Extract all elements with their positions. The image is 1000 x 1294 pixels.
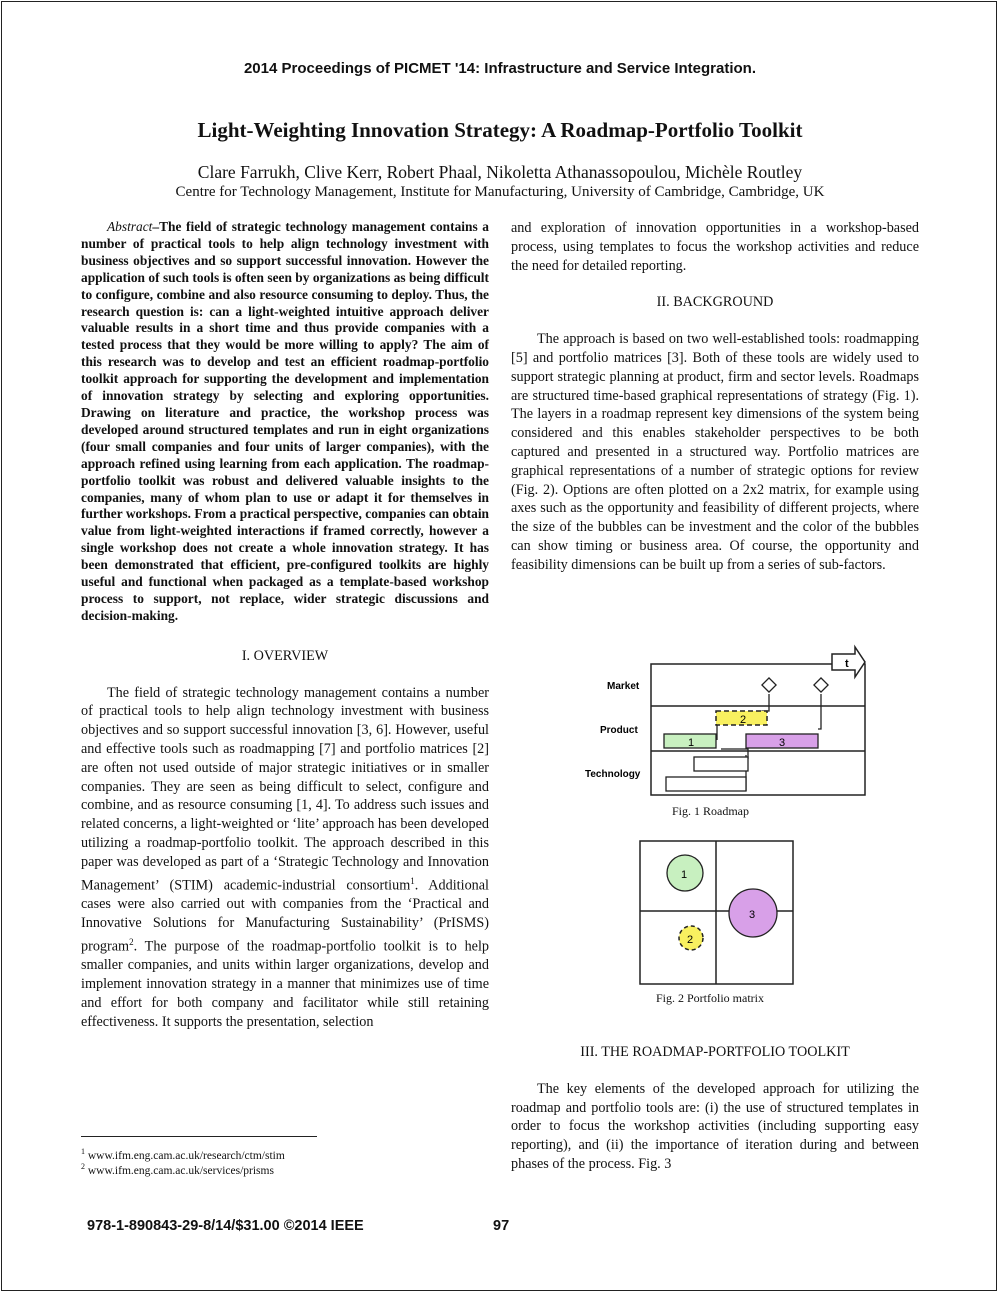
- footnote-rule: [81, 1136, 317, 1137]
- product-bar-2-label: 2: [740, 714, 747, 726]
- fig1-caption: Fig. 1 Roadmap: [672, 804, 749, 818]
- section-heading-background: II. BACKGROUND: [656, 294, 774, 311]
- footer-isbn: 978-1-890843-29-8/14/$31.00 ©2014 IEEE: [87, 1218, 364, 1234]
- technology-bar-1: [694, 757, 748, 771]
- time-arrow-label: t: [845, 658, 849, 670]
- toolkit-paragraph: The key elements of the developed approach for utilizing the roadmap and portfolio tools are: (i) the use of structured templates in order to focus the workshop activities (including supporting easy reporting), and (ii) the importance of iteration during and between phases of the process. Fig. 3: [511, 1080, 919, 1172]
- overview-text-b: . Additional cases were also carried out with companies from the ‘Practical and Innovative Solutions for Manufacturing Sustainability’ (PrISMS) program: [81, 877, 489, 955]
- roadmap-frame: [651, 664, 865, 795]
- footnote-2: [81, 1160, 274, 1178]
- footnote-1-text: www.ifm.eng.cam.ac.uk/research/ctm/stim: [87, 1149, 285, 1162]
- footnote-1-number: 1: [81, 1147, 85, 1156]
- roadmap-figure: [580, 643, 880, 803]
- footnote-2-text: www.ifm.eng.cam.ac.uk/services/prisms: [87, 1164, 274, 1177]
- background-paragraph: The approach is based on two well-established tools: roadmapping [5] and portfolio matrices [3]. Both of these tools are widely used to support strategic planning at product, firm and sector levels. Roadmaps are structured time-based graphical representations of strategy (Fig. 1). The layers in a roadmap represent key dimensions of the system being considered and this enables stakeholder perspectives to be both captured and presented in a structured way. Portfolio matrices are graphical representations of a number of strategic options for review (Fig. 2). Options are often plotted on a 2x2 matrix, for example using axes such as the opportunity and feasibility of different projects, where the size of the bubbles can be investment and the color of the bubbles can show timing or business area. Of course, the opportunity and feasibility dimensions can be built up from a series of sub-factors.: [511, 331, 919, 573]
- footnote-2-number: 2: [81, 1162, 85, 1171]
- layer-label-product: Product: [600, 725, 638, 736]
- left-column: [81, 219, 489, 1031]
- portfolio-bubble-1-label: 1: [681, 869, 688, 881]
- paper-affiliation: Centre for Technology Management, Institute for Manufacturing, University of Cambridge, Cambridge, UK: [175, 184, 825, 200]
- paper-title: Light-Weighting Innovation Strategy: A Roadmap-Portfolio Toolkit: [197, 118, 803, 142]
- abstract-lead: Abstract: [107, 219, 153, 234]
- footer-page-number: 97: [493, 1218, 510, 1234]
- conference-header: 2014 Proceedings of PICMET '14: Infrastructure and Service Integration.: [243, 60, 757, 77]
- section-heading-overview: I. OVERVIEW: [241, 647, 329, 664]
- section-heading-toolkit: III. THE ROADMAP-PORTFOLIO TOOLKIT: [580, 1044, 850, 1060]
- footnote-ref-1: 1: [410, 875, 415, 886]
- product-bar-1-label: 1: [688, 737, 695, 749]
- overview-continuation: and exploration of innovation opportunities in a workshop-based process, using templates to focus the workshop activities and reduce the need for detailed reporting.: [511, 220, 919, 274]
- technology-bar-2: [666, 777, 746, 791]
- portfolio-bubble-2-label: 2: [687, 934, 694, 946]
- overview-paragraph: [81, 684, 489, 1032]
- portfolio-matrix-figure: [638, 838, 798, 988]
- abstract: [81, 219, 489, 625]
- layer-label-market: Market: [607, 681, 640, 692]
- abstract-text: –The field of strategic technology management contains a number of practical tools to help align technology investment with business objectives and so support successful innovation. However the application of such tools is often seen by organizations as being difficult to configure, combine and also resource consuming to deploy. Thus, the research question is: can a light-weighted intuitive approach deliver valuable results in a short time and thus provide companies with a tested process that they would be more willing to apply? The aim of this research was to develop and test an efficient roadmap-portfolio toolkit approach for supporting the development and implementation of innovation strategy by selecting and exploring opportunities. Drawing on literature and practice, the workshop process was developed around structured templates and run in eight organizations (four small companies and four units of larger companies), with the approach refined using learning from each application. The roadmap-portfolio toolkit was robust and delivered valuable insights to the companies, many of whom plan to use or adapt it for themselves in further workshops. From a practical perspective, companies can obtain value from light-weighted interactions if framed correctly, however a single workshop does not create a whole innovation strategy. It has been demonstrated that efficient, pre-configured toolkits are highly useful and functional when packaged as a template-based workshop process to support, not replace, wider strategic discussions and decision-making.: [81, 219, 489, 623]
- overview-text-a: The field of strategic technology management contains a number of practical tools to help align technology investment with business objectives and so support successful innovation [3, 6]. However, useful and effective tools such as roadmapping [7] and portfolio matrices [2] are often not used outside of major strategic initiatives or in smaller companies. They are seen as being difficult to select, configure and combine, and as resource consuming [1, 4]. To address such issues and related concerns, a light-weighted or ‘lite’ approach has been developed utilizing a roadmap-portfolio toolkit. The approach described in this paper was developed as part of a ‘Strategic Technology and Innovation Management’ (STIM) academic-industrial consortium: [81, 684, 489, 894]
- market-milestone-1: [762, 678, 776, 692]
- right-column-top: [511, 219, 919, 575]
- fig2-caption: Fig. 2 Portfolio matrix: [656, 991, 764, 1005]
- paper-authors: Clare Farrukh, Clive Kerr, Robert Phaal, Nikoletta Athanassopoulou, Michèle Routley: [197, 162, 803, 182]
- footnote-ref-2: 2: [129, 936, 134, 947]
- layer-label-technology: Technology: [585, 769, 641, 780]
- connector-2: [818, 694, 821, 729]
- product-bar-3-label: 3: [779, 737, 786, 749]
- right-column-bottom: [511, 1043, 919, 1174]
- market-milestone-2: [814, 678, 828, 692]
- overview-text-c: . The purpose of the roadmap-portfolio toolkit is to help smaller companies, and units within larger organizations, develop and implement innovation strategy in a manner that minimizes use of time and effort for both company and facilitator while still retaining effectiveness. It supports the presentation, selection: [81, 938, 489, 1030]
- portfolio-bubble-3-label: 3: [749, 909, 756, 921]
